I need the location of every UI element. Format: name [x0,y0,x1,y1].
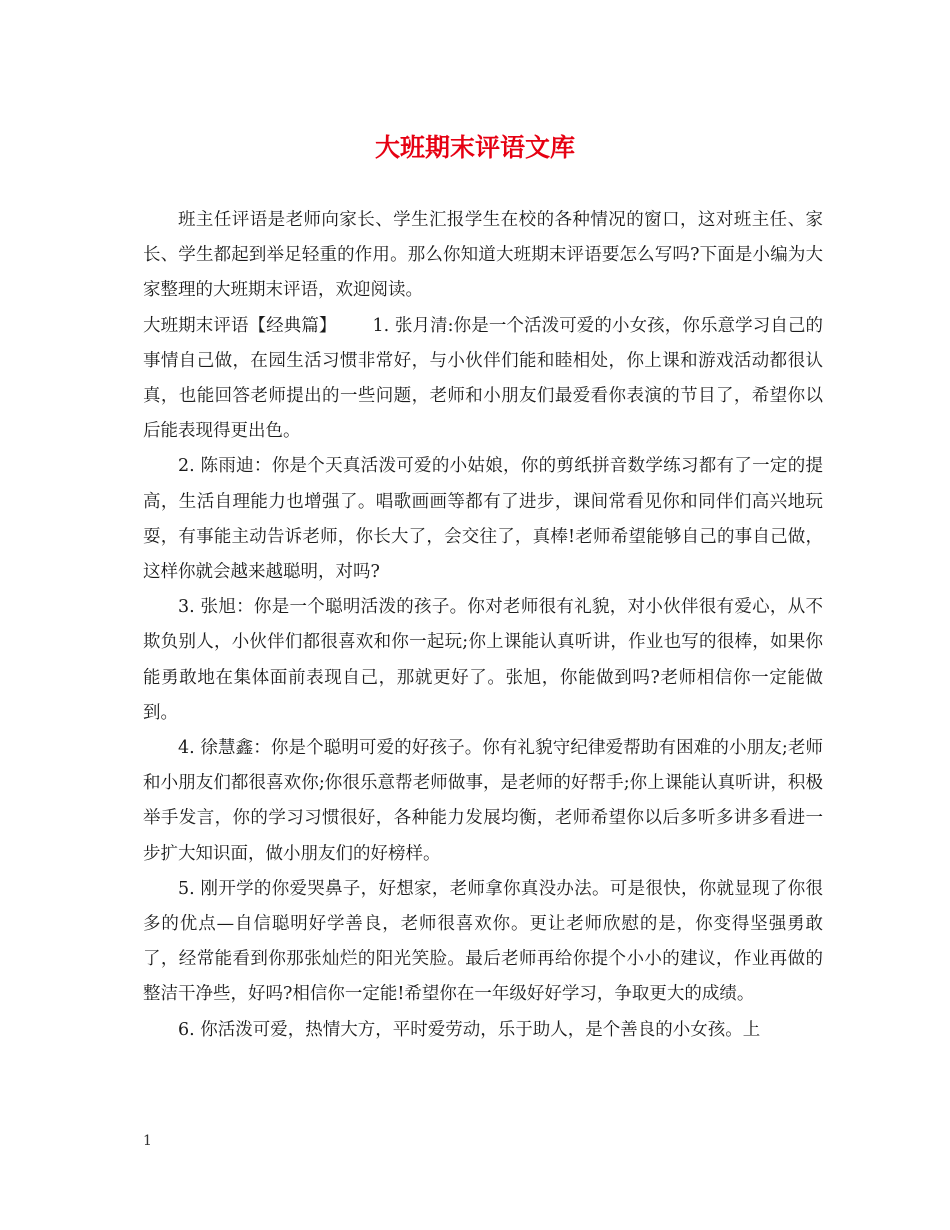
comment-paragraph-3: 3. 张旭：你是一个聪明活泼的孩子。你对老师很有礼貌，对小伙伴很有爱心，从不欺负别人，小伙伴们都很喜欢和你一起玩;你上课能认真听讲，作业也写的很棒，如果你能勇敢地在集体面前表现自己，那就更好了。张旭，你能做到吗?老师相信你一定能做到。 [143,597,823,723]
page-number: 1 [143,1133,152,1149]
comment-paragraph-6: 6. 你活泼可爱，热情大方，平时爱劳动，乐于助人，是个善良的小女孩。上 [178,1019,761,1040]
comment-paragraph-5: 5. 刚开学的你爱哭鼻子，好想家，老师拿你真没办法。可是很快，你就显现了你很多的优点—自信聪明好学善良，老师很喜欢你。更让老师欣慰的是，你变得坚强勇敢了，经常能看到你那张灿烂的阳光笑脸。最后老师再给你提个小小的建议，作业再做的整洁干净些，好吗?相信你一定能!希望你在一年级好好学习，争取更大的成绩。 [143,878,823,1005]
comment-paragraph-1 [143,309,823,450]
comment-text-1: 1. 张月清:你是一个活泼可爱的小女孩，你乐意学习自己的事情自己做，在园生活习惯非常好，与小伙伴们能和睦相处，你上课和游戏活动都很认真，也能回答老师提出的一些问题，老师和小朋友们最爱看你表演的节目了，希望你以后能表现得更出色。 [143,315,824,442]
comment-paragraph-2: 2. 陈雨迪：你是个天真活泼可爱的小姑娘，你的剪纸拼音数学练习都有了一定的提高，生活自理能力也增强了。唱歌画画等都有了进步，课间常看见你和同伴们高兴地玩耍，有事能主动告诉老师，你长大了，会交往了，真棒!老师希望能够自己的事自己做，这样你就会越来越聪明，对吗? [143,456,823,583]
document-body [143,203,823,1048]
document-title: 大班期末评语文库 [374,133,575,162]
comment-paragraph-4: 4. 徐慧鑫：你是个聪明可爱的好孩子。你有礼貌守纪律爱帮助有困难的小朋友;老师和小朋友们都很喜欢你;你很乐意帮老师做事，是老师的好帮手;你上课能认真听讲，积极举手发言，你的学习习惯很好，各种能力发展均衡，老师希望你以后多听多讲多看进一步扩大知识面，做小朋友们的好榜样。 [143,738,823,864]
section-label: 大班期末评语【经典篇】 [143,315,337,336]
intro-paragraph: 班主任评语是老师向家长、学生汇报学生在校的各种情况的窗口，这对班主任、家长、学生都起到举足轻重的作用。那么你知道大班期末评语要怎么写吗?下面是小编为大家整理的大班期末评语，欢迎阅读。 [143,210,823,301]
